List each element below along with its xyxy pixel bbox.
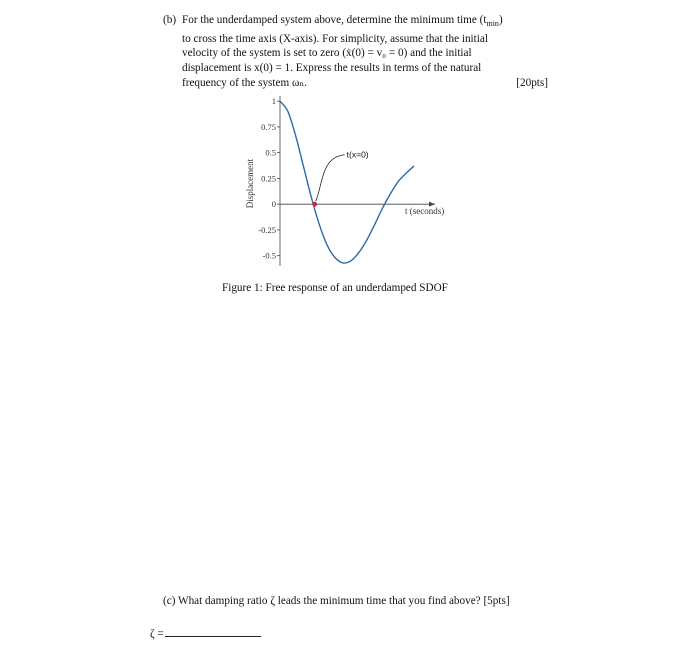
figure-caption: Figure 1: Free response of an underdamped SDOF: [222, 282, 448, 294]
zero-crossing-marker: [312, 202, 317, 207]
problem-c-label: (c): [163, 595, 176, 607]
problem-b: [163, 13, 548, 90]
y-tick-label: -0.25: [258, 224, 276, 235]
tmin-subscript: min: [486, 19, 499, 29]
problem-b-text: [182, 13, 548, 90]
problem-b-line-3: velocity of the system is set to zero (ẋ(0) = v₀ = 0) and the initial: [182, 47, 472, 60]
y-tick-label: 1: [271, 96, 276, 107]
annotation-label: t(x=0): [346, 149, 369, 160]
x-axis-title: t (seconds): [405, 206, 445, 217]
y-tick-label: 0: [271, 199, 276, 210]
answer-blank[interactable]: [165, 626, 261, 637]
y-axis-title: Displacement: [245, 158, 255, 209]
answer-line: [150, 626, 261, 640]
problem-b-line-2: to cross the time axis (X-axis). For simplicity, assume that the initial: [182, 32, 488, 45]
y-tick-label: 0.5: [265, 147, 276, 158]
problem-b-line-4: displacement is x(0) = 1. Express the results in terms of the natural: [182, 62, 482, 75]
zeta-symbol: ζ: [270, 595, 275, 607]
answer-prefix: ζ =: [150, 628, 164, 640]
annotation-leader: [316, 155, 345, 201]
problem-b-label: (b): [163, 14, 177, 26]
series-line: [280, 101, 414, 263]
problem-c: [163, 595, 510, 607]
problem-c-text: What damping ratio ζ leads the minimum time that you find above?: [178, 595, 481, 607]
displacement-chart: [240, 90, 470, 270]
y-tick-label: -0.5: [262, 250, 276, 261]
problem-b-line-1: For the underdamped system above, determine the minimum time $(t_{min})$: [182, 14, 503, 29]
problem-b-line-5: frequency of the system ωₙ. [20pts]: [182, 76, 548, 89]
figure-1: [240, 90, 470, 270]
problem-b-points: [20pts]: [516, 76, 548, 89]
y-tick-label: 0.25: [261, 173, 276, 184]
problem-c-points: [5pts]: [483, 595, 510, 607]
y-tick-label: 0.75: [261, 121, 276, 132]
